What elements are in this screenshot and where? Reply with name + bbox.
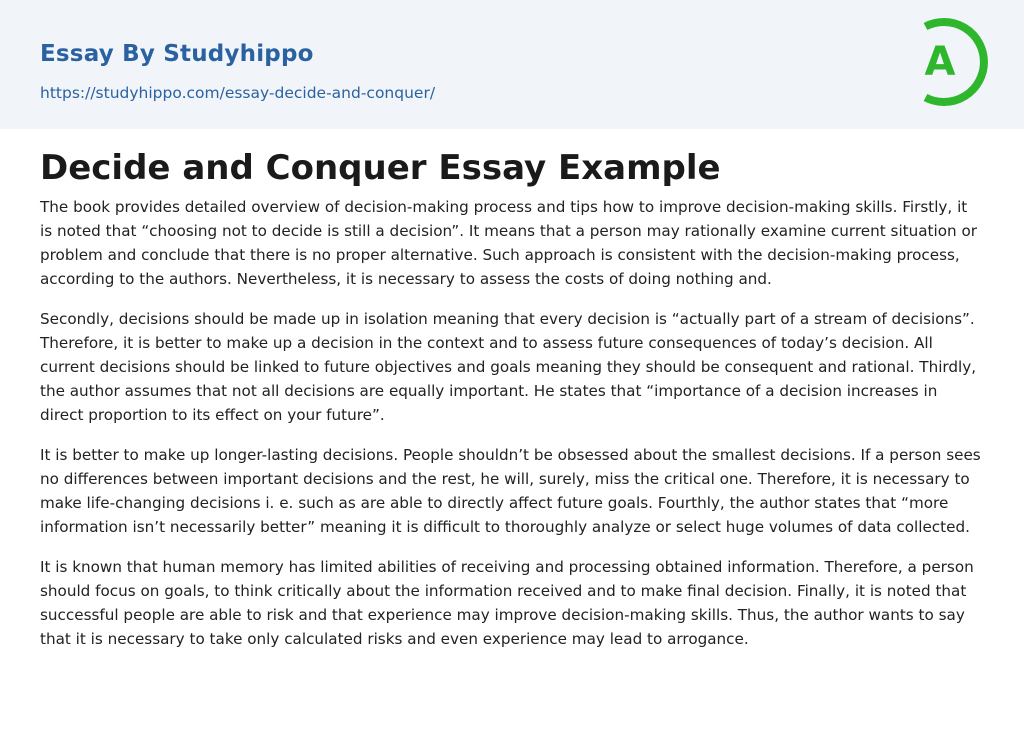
paragraph-1: The book provides detailed overview of decision-making process and tips how to improve decision-making skills. Firstly, it is noted that “choosing not to decide is still a decision”. It means that a person may rationally examine current situation or problem and conclude that there is no proper alternative. Such approach is consistent with the decision-making process, according to the authors. Nevertheless, it is necessary to assess the costs of doing nothing and. bbox=[40, 198, 978, 288]
page-url-link[interactable]: https://studyhippo.com/essay-decide-and-conquer/ bbox=[40, 84, 436, 102]
page-title: Decide and Conquer Essay Example bbox=[40, 148, 721, 188]
paragraph-4: It is known that human memory has limited abilities of receiving and processing obtained information. Therefore, a person should focus on goals, to think critically about the information received and to make final decision. Finally, it is noted that successful people are able to risk and that experience may improve decision-making skills. Thus, the author wants to say that it is necessary to take only calculated risks and even experience may lead to arrogance. bbox=[40, 558, 974, 648]
paragraph-3: It is better to make up longer-lasting decisions. People shouldn’t be obsessed about the smallest decisions. If a person sees no differences between important decisions and the rest, he will, surely, miss the critical one. Therefore, it is necessary to make life-changing decisions i. e. such as are able to directly affect future goals. Fourthly, the author states that “more information isn’t necessarily better” meaning it is difficult to thoroughly analyze or select huge volumes of data collected. bbox=[40, 446, 981, 536]
site-title[interactable]: Essay By Studyhippo bbox=[40, 41, 314, 67]
logo-letter: A bbox=[924, 39, 956, 85]
site-header bbox=[0, 0, 1024, 129]
paragraph-2: Secondly, decisions should be made up in isolation meaning that every decision is “actually part of a stream of decisions”. Therefore, it is better to make up a decision in the context and to assess future consequences of today’s decision. All current decisions should be linked to future objectives and goals meaning they should be consequent and rational. Thirdly, the author assumes that not all decisions are equally important. He states that “importance of a decision increases in direct proportion to its effect on your future”. bbox=[40, 310, 977, 424]
article bbox=[40, 145, 984, 667]
studyhippo-logo-icon[interactable] bbox=[908, 16, 992, 108]
